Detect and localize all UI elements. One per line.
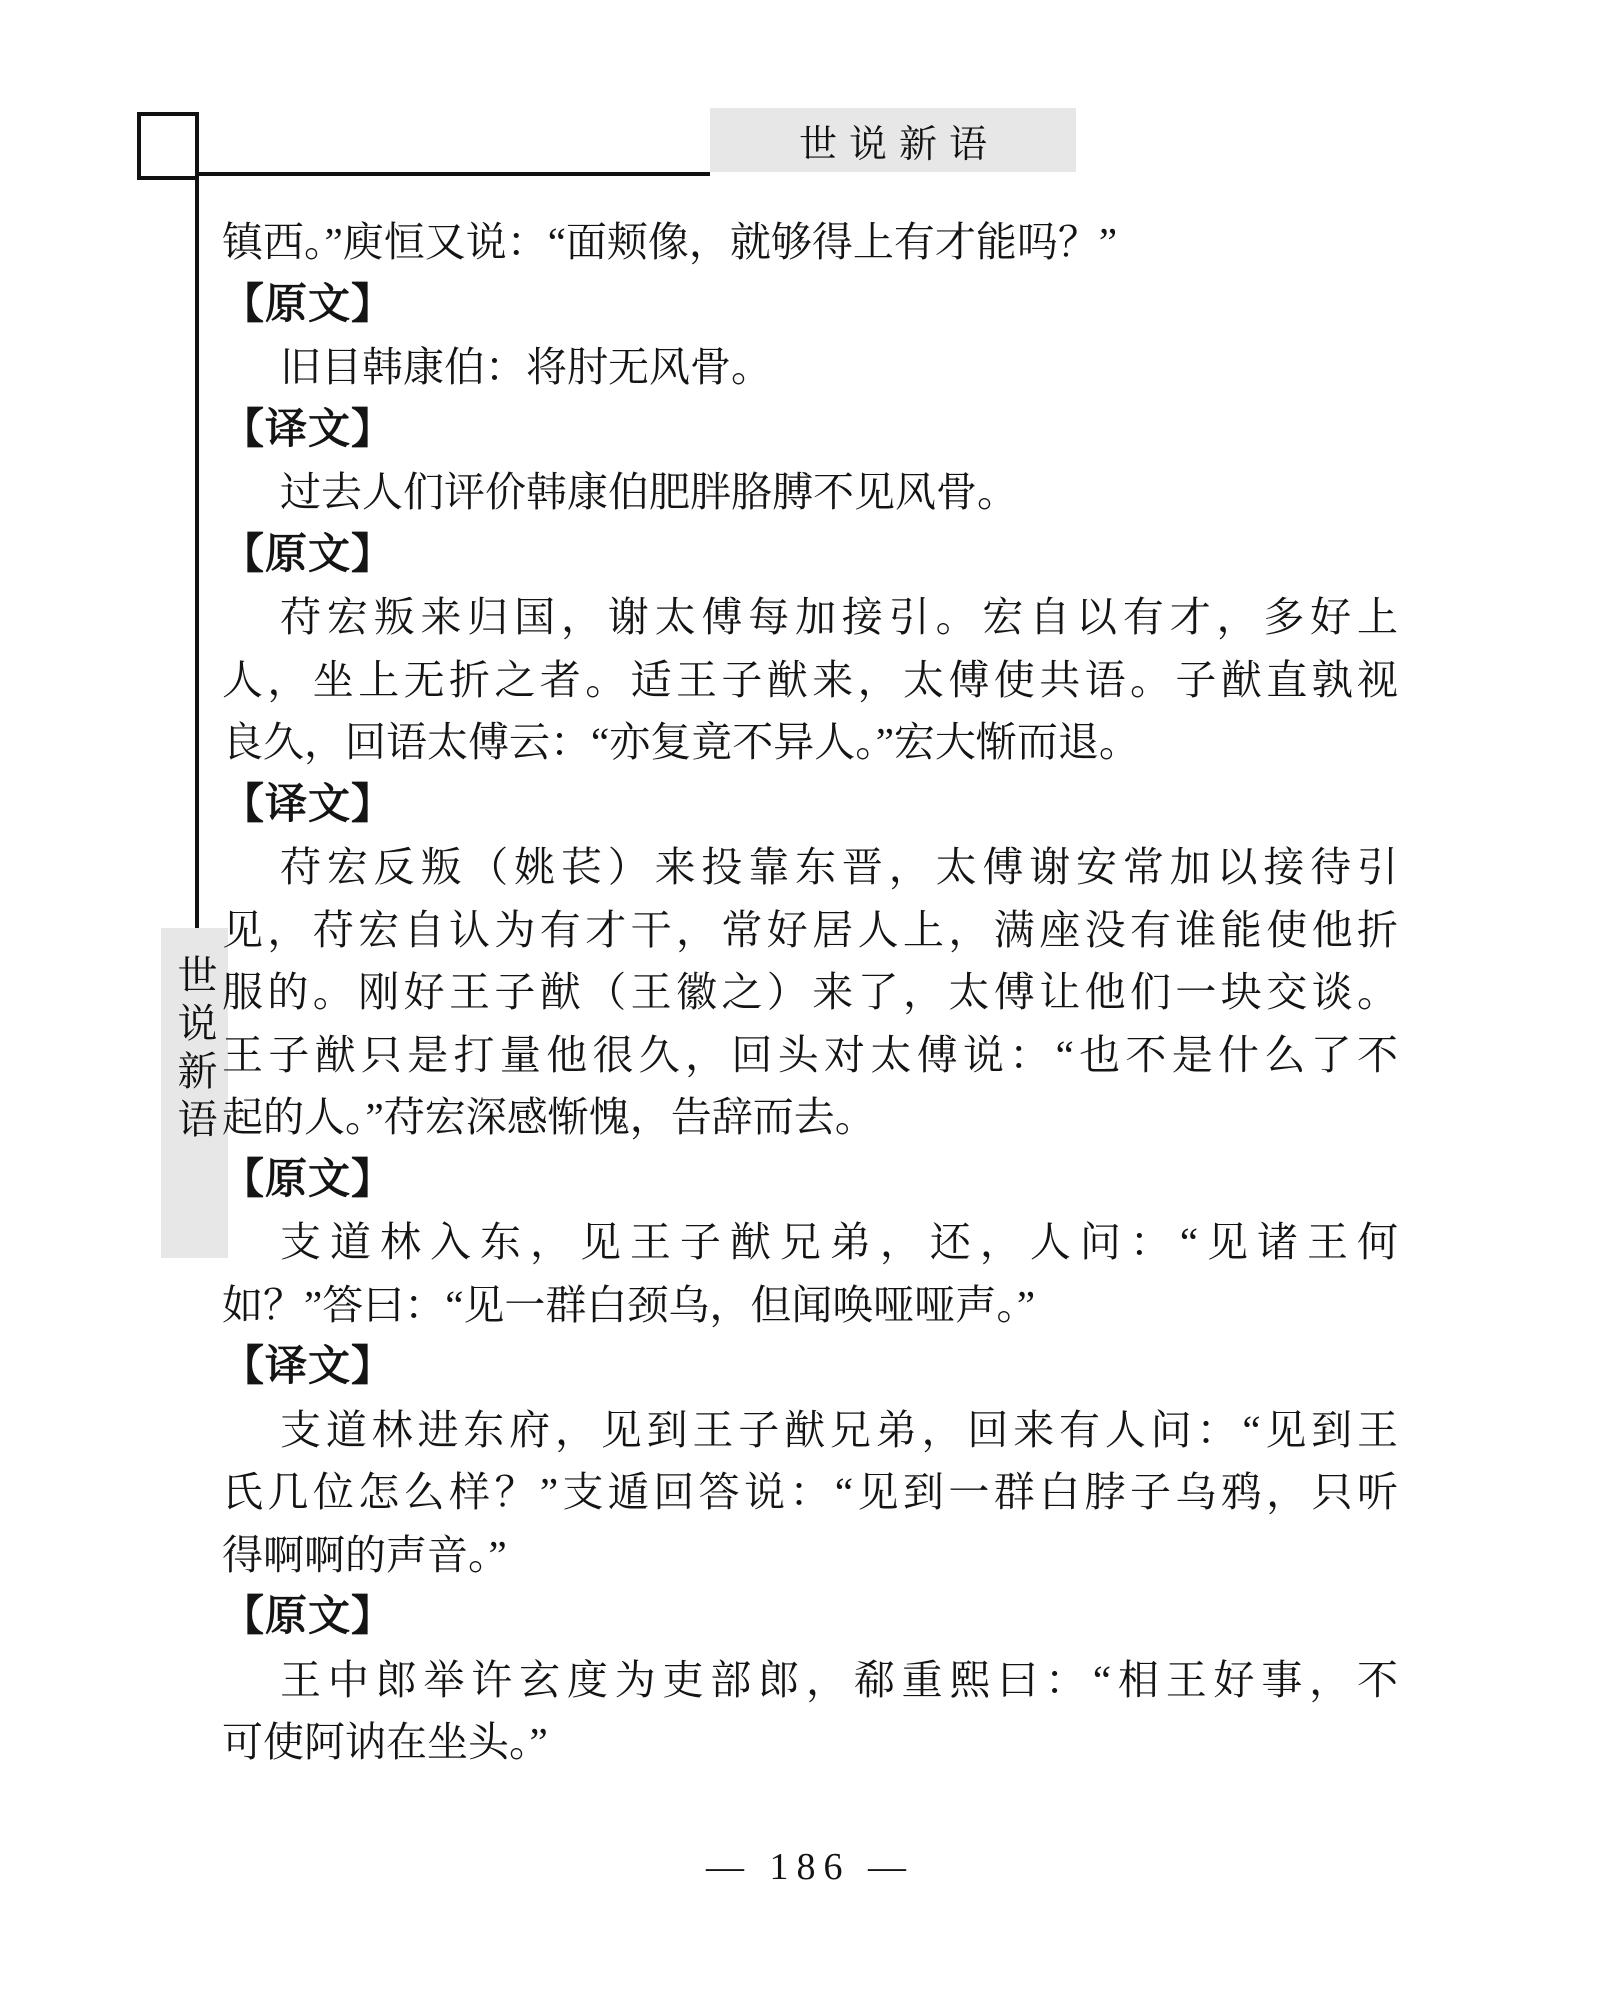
text-line: 王子猷只是打量他很久，回头对太傅说：“也不是什么了不 bbox=[222, 1031, 1398, 1078]
header-rule bbox=[199, 172, 710, 176]
header-title: 世说新语 bbox=[798, 123, 999, 166]
text-line: 旧目韩康伯：将肘无风骨。 bbox=[280, 344, 772, 390]
section-heading: 【译文】 bbox=[222, 781, 395, 828]
text-line: 氏几位怎么样？”支遁回答说：“见到一群白脖子乌鸦，只听 bbox=[222, 1469, 1398, 1515]
sidebar-title: 世说新语 bbox=[172, 954, 217, 1146]
section-heading: 【原文】 bbox=[222, 1594, 395, 1640]
page-number: — 186 — bbox=[706, 1846, 914, 1888]
text-line: 良久，回语太傅云：“亦复竟不异人。”宏大惭而退。 bbox=[222, 719, 1140, 765]
text-line: 起的人。”苻宏深感惭愧，告辞而去。 bbox=[222, 1094, 876, 1140]
text-line: 苻宏叛来归国，谢太傅每加接引。宏自以有才，多好上 bbox=[280, 594, 1398, 640]
text-line: 过去人们评价韩康伯肥胖胳膊不见风骨。 bbox=[280, 469, 1018, 515]
sidebar-title-box bbox=[161, 928, 228, 1258]
text-line: 支道林入东，见王子猷兄弟，还，人问：“见诸王何 bbox=[280, 1219, 1398, 1265]
text-line: 可使阿讷在坐头。” bbox=[222, 1719, 548, 1765]
text-line: 如？”答曰：“见一群白颈乌，但闻唤哑哑声。” bbox=[222, 1281, 1036, 1328]
left-vertical-rule bbox=[195, 112, 199, 928]
page-body bbox=[222, 211, 1398, 1774]
page-header-box bbox=[710, 108, 1076, 172]
section-heading: 【原文】 bbox=[222, 281, 395, 328]
text-line: 见，苻宏自认为有才干，常好居人上，满座没有谁能使他折 bbox=[222, 906, 1398, 953]
section-heading: 【原文】 bbox=[222, 531, 395, 578]
text-line: 支道林进东府，见到王子猷兄弟，回来有人问：“见到王 bbox=[280, 1406, 1398, 1453]
page-footer bbox=[222, 1845, 1398, 1889]
text-line: 苻宏反叛（姚苌）来投靠东晋，太傅谢安常加以接待引 bbox=[280, 844, 1398, 890]
text-line: 人，坐上无折之者。适王子猷来，太傅使共语。子猷直孰视 bbox=[222, 656, 1398, 703]
text-line: 得啊啊的声音。” bbox=[222, 1531, 507, 1578]
text-line: 服的。刚好王子猷（王徽之）来了，太傅让他们一块交谈。 bbox=[222, 969, 1398, 1015]
text-line: 镇西。”庾恒又说：“面颊像，就够得上有才能吗？” bbox=[222, 219, 1118, 265]
section-heading: 【译文】 bbox=[222, 406, 395, 453]
corner-box bbox=[137, 112, 199, 180]
section-heading: 【译文】 bbox=[222, 1344, 395, 1390]
section-heading: 【原文】 bbox=[222, 1156, 395, 1203]
text-line: 王中郎举许玄度为吏部郎，郗重熙曰：“相王好事，不 bbox=[280, 1656, 1398, 1703]
